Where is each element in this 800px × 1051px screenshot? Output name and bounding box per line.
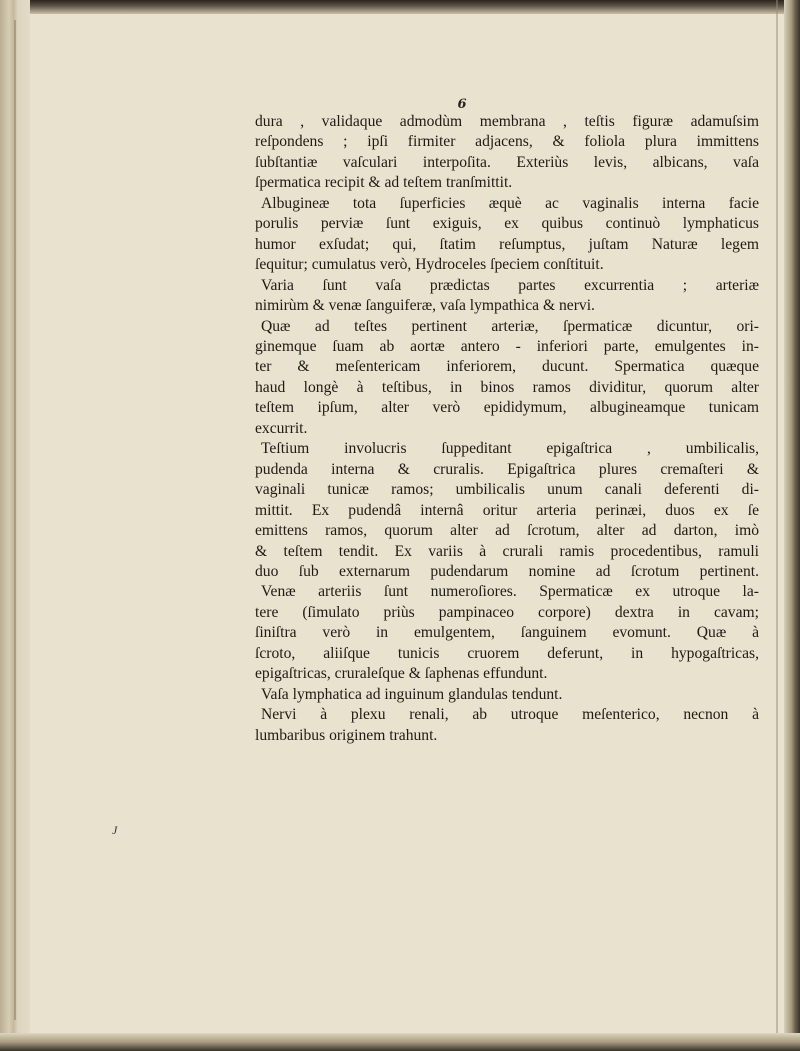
page-fold-line [776, 0, 778, 1051]
text-line: reſpondens ; ipſi firmiter adjacens, & foliola plura immittens [255, 133, 759, 151]
page-number: 6 [457, 97, 467, 112]
text-line: teſtem ipſum, alter verò epididymum, albugineamque tunicam [255, 399, 759, 417]
text-line: Albugineæ tota ſuperficies æquè ac vaginalis interna facie [261, 194, 759, 212]
text-line: Teſtium involucris ſuppeditant epigaſtrica , umbilicalis, [261, 440, 759, 458]
text-line: Nervi à plexu renali, ab utroque meſenterico, necnon à [261, 706, 759, 724]
body-text [255, 112, 759, 746]
text-line: emittens ramos, quorum alter ad ſcrotum, alter ad darton, imò [255, 522, 759, 540]
text-line: pudenda interna & cruralis. Epigaſtrica plures cremaſteri & [255, 460, 759, 478]
text-line: lumbaribus originem trahunt. [255, 726, 438, 744]
text-line: Varia ſunt vaſa prædictas partes excurrentia ; arteriæ [261, 276, 759, 294]
text-line: & teſtem tendit. Ex variis à crurali ramis procedentibus, ramuli [255, 542, 759, 560]
page-edge-bottom [0, 1033, 800, 1051]
text-line: ginemque ſuam ab aortæ antero - inferiori parte, emulgentes in- [255, 337, 759, 355]
text-line: porulis perviæ ſunt exiguis, ex quibus continuò lymphaticus [255, 215, 759, 233]
text-line: vaginali tunicæ ramos; umbilicalis unum canali deferenti di- [255, 481, 759, 499]
text-line: ſiniſtra verò in emulgentem, ſanguinem evomunt. Quæ à [255, 624, 759, 642]
text-line: Venæ arteriis ſunt numeroſiores. Spermaticæ ex utroque la- [261, 583, 759, 601]
margin-mark: J [112, 823, 118, 837]
text-line: humor exſudat; qui, ſtatim reſumptus, juſtam Naturæ legem [255, 235, 759, 253]
text-line: ſubſtantiæ vaſculari interpoſita. Exteriùs levis, albicans, vaſa [255, 153, 759, 171]
text-line: ter & meſentericam inferiorem, ducunt. Spermatica quæque [255, 358, 759, 376]
text-line: tere (ſimulato priùs pampinaceo corpore) dextra in cavam; [255, 603, 759, 621]
text-line: dura , validaque admodùm membrana , teſtis figuræ adamuſsim [255, 113, 759, 130]
text-line: excurrit. [255, 419, 308, 437]
binding-line [14, 20, 16, 1020]
text-line: Vaſa lymphatica ad inguinum glandulas tendunt. [261, 685, 563, 703]
text-line: epigaſtricas, cruraleſque & ſaphenas effundunt. [255, 665, 548, 683]
text-line: nimirùm & venæ ſanguiferæ, vaſa lympathica & nervi. [255, 297, 595, 315]
text-line: haud longè à teſtibus, in binos ramos dividitur, quorum alter [255, 378, 759, 396]
text-line: ſequitur; cumulatus verò, Hydroceles ſpeciem conſtituit. [255, 256, 604, 274]
text-line: ſpermatica recipit & ad teſtem tranſmittit. [255, 174, 513, 192]
text-line: duo ſub externarum pudendarum nomine ad ſcrotum pertinent. [255, 562, 759, 580]
text-line: ſcroto, aliiſque tunicis cruorem deferunt, in hypogaſtricas, [255, 644, 759, 662]
page-edge-right [784, 0, 800, 1051]
page-edge-top [0, 0, 800, 14]
text-line: Quæ ad teſtes pertinent arteriæ, ſpermaticæ dicuntur, ori- [261, 317, 759, 335]
text-line: mittit. Ex pudendâ internâ oritur arteria perinæi, duos ex ſe [255, 501, 759, 519]
